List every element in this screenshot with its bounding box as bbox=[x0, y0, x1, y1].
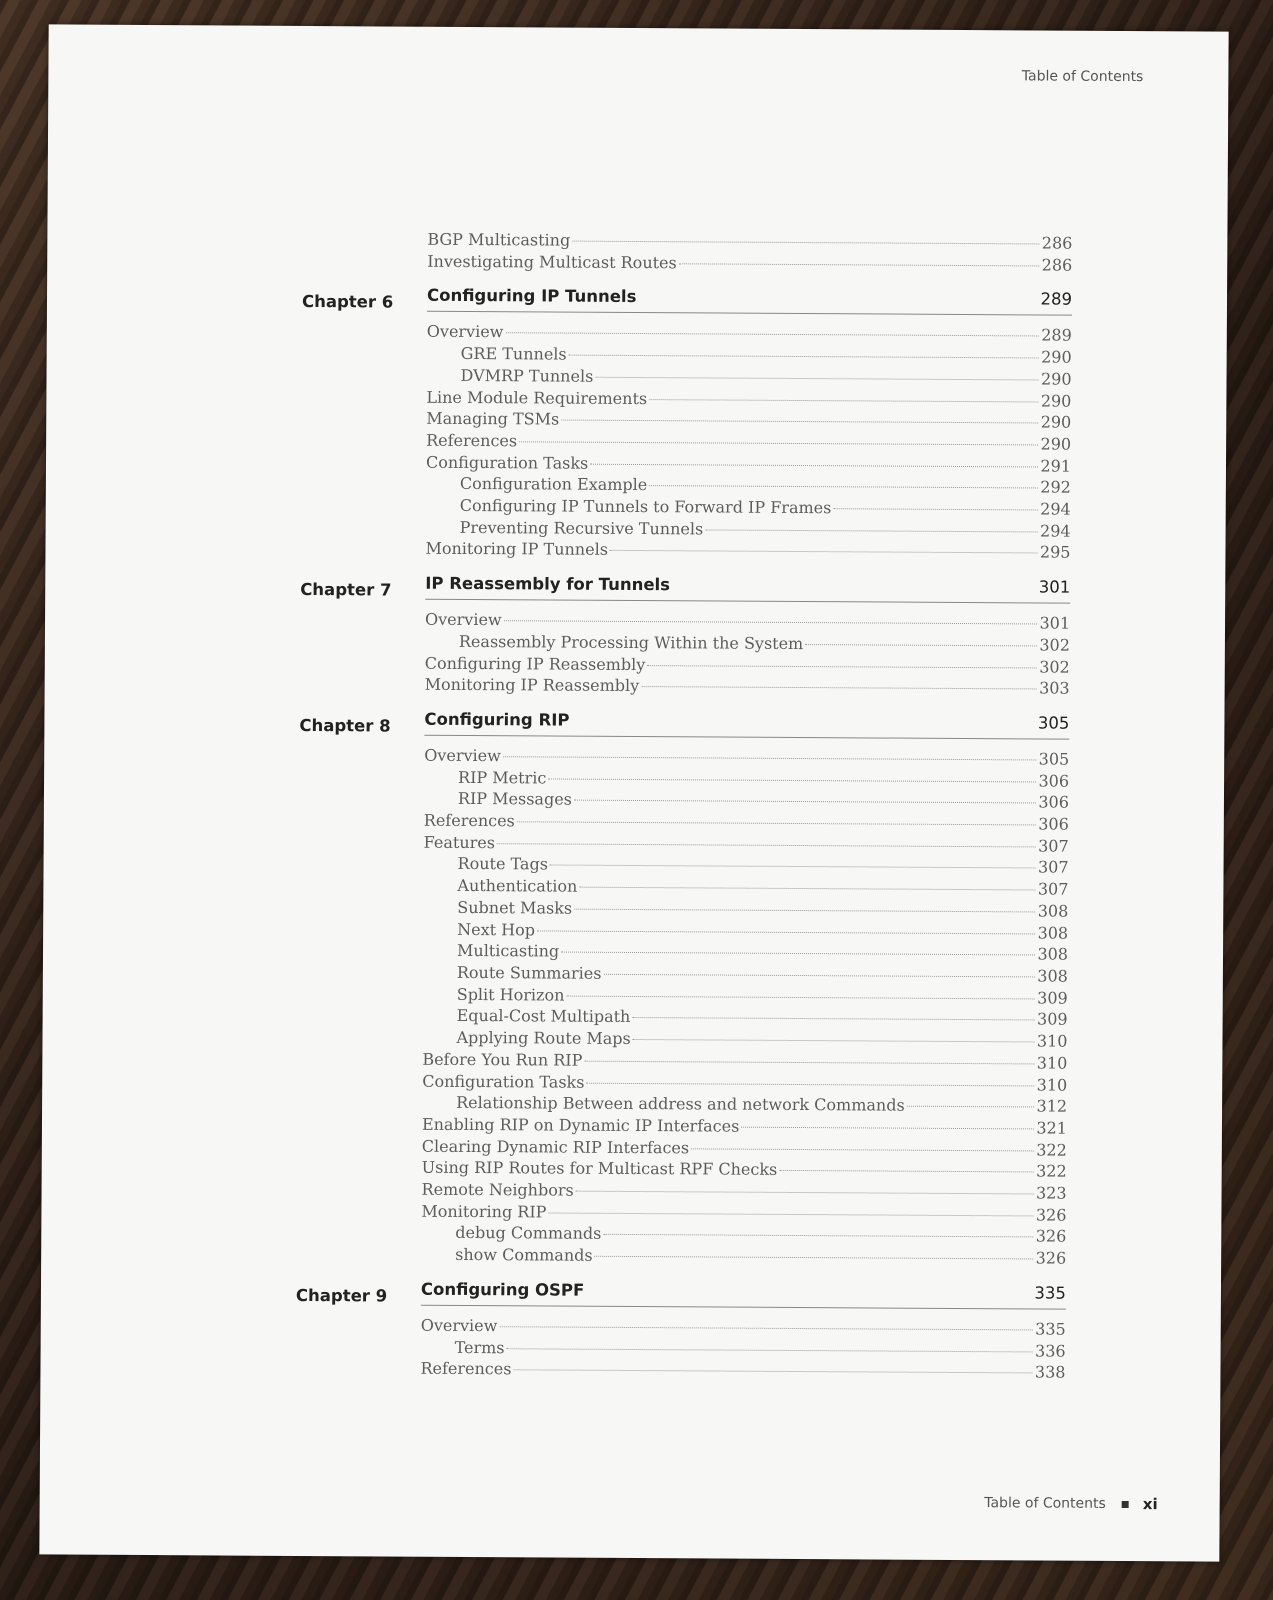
dot-leader bbox=[574, 909, 1036, 913]
toc-entry-page: 326 bbox=[1035, 1248, 1067, 1268]
dot-leader bbox=[513, 1370, 1032, 1374]
toc-entry-label: Features bbox=[423, 832, 496, 852]
toc-entry-label: Monitoring IP Tunnels bbox=[425, 539, 608, 560]
dot-leader bbox=[779, 1170, 1034, 1173]
toc-entry-page: 290 bbox=[1040, 369, 1072, 389]
toc-entry bbox=[420, 1358, 1065, 1384]
book-page bbox=[39, 24, 1228, 1561]
toc-entry-page: 306 bbox=[1038, 792, 1070, 813]
dot-leader bbox=[603, 1234, 1033, 1238]
chapter-page: 301 bbox=[1038, 577, 1071, 597]
chapter-section bbox=[300, 573, 1071, 700]
toc-entry bbox=[426, 408, 1071, 434]
dot-leader bbox=[641, 686, 1037, 689]
dot-leader bbox=[649, 485, 1038, 488]
toc-entry-label: Investigating Multicast Routes bbox=[427, 251, 677, 272]
dot-leader bbox=[507, 1348, 1034, 1352]
dot-leader bbox=[517, 821, 1036, 825]
toc-entry bbox=[425, 674, 1070, 700]
dot-leader bbox=[586, 1082, 1034, 1086]
toc-entry-page: 323 bbox=[1035, 1183, 1067, 1203]
dot-leader bbox=[633, 1039, 1035, 1042]
chapter-title: Configuring RIP bbox=[424, 709, 570, 730]
toc-entry-page: 306 bbox=[1038, 771, 1070, 791]
chapter-page: 305 bbox=[1037, 713, 1070, 733]
toc-entry-page: 322 bbox=[1036, 1140, 1067, 1160]
dot-leader bbox=[537, 930, 1036, 934]
chapter-page: 289 bbox=[1040, 289, 1073, 310]
toc-entry-page: 308 bbox=[1037, 901, 1069, 921]
toc-entry-label: Configuring IP Tunnels to Forward IP Frames bbox=[459, 495, 832, 518]
page-number: xi bbox=[1142, 1495, 1158, 1514]
dot-leader bbox=[519, 441, 1038, 445]
page-footer bbox=[984, 1494, 1158, 1513]
dot-leader bbox=[572, 241, 1040, 245]
toc-entry-label: Preventing Recursive Tunnels bbox=[459, 517, 704, 539]
dot-leader bbox=[595, 1256, 1034, 1260]
toc-entry-label: Terms bbox=[454, 1337, 505, 1357]
toc-entry-page: 301 bbox=[1039, 613, 1071, 633]
dot-leader bbox=[574, 800, 1036, 804]
dot-leader bbox=[548, 778, 1036, 782]
toc-entry-label: Managing TSMs bbox=[426, 408, 560, 429]
toc-entry-label: Remote Neighbors bbox=[421, 1179, 574, 1200]
toc-entry-label: debug Commands bbox=[455, 1223, 602, 1244]
toc-entry-page: 306 bbox=[1038, 814, 1069, 834]
toc-entry-page: 302 bbox=[1039, 657, 1070, 677]
footer-label: Table of Contents bbox=[984, 1495, 1106, 1512]
toc-entry-label: Overview bbox=[424, 745, 501, 766]
toc-entry-page: 308 bbox=[1037, 923, 1069, 943]
toc-entry-page: 289 bbox=[1041, 325, 1072, 346]
dot-leader bbox=[504, 620, 1038, 624]
toc-entry-label: Configuration Tasks bbox=[425, 452, 589, 473]
toc-entry-page: 290 bbox=[1040, 390, 1072, 411]
toc-entry-page: 312 bbox=[1036, 1096, 1068, 1116]
toc-entry-label: Configuring IP Reassembly bbox=[424, 653, 646, 674]
dot-leader bbox=[705, 529, 1038, 532]
dot-leader bbox=[569, 355, 1039, 359]
toc-entry-label: DVMRP Tunnels bbox=[460, 365, 594, 386]
toc-entry-page: 302 bbox=[1039, 635, 1070, 655]
toc-entry bbox=[425, 538, 1070, 564]
dot-leader bbox=[741, 1127, 1034, 1130]
chapter-heading bbox=[296, 1279, 1066, 1310]
toc-entry-label: BGP Multicasting bbox=[427, 229, 571, 250]
toc-entry-page: 309 bbox=[1037, 988, 1068, 1008]
toc-entry-page: 310 bbox=[1036, 1074, 1068, 1095]
chapter-number: Chapter 6 bbox=[301, 292, 394, 312]
chapter-title-rule bbox=[421, 1280, 1066, 1310]
toc-entry-label: Monitoring RIP bbox=[421, 1201, 547, 1222]
toc-entry-page: 294 bbox=[1040, 521, 1071, 541]
dot-leader bbox=[505, 333, 1039, 337]
chapter-title-rule bbox=[427, 286, 1072, 316]
dot-leader bbox=[550, 865, 1036, 869]
toc-entry-page: 307 bbox=[1037, 879, 1069, 899]
toc-entry-label: Split Horizon bbox=[456, 984, 565, 1005]
dot-leader bbox=[576, 1191, 1034, 1195]
dot-leader bbox=[595, 377, 1039, 381]
toc-entry-page: 290 bbox=[1041, 347, 1072, 367]
toc-entry-label: RIP Messages bbox=[457, 789, 572, 809]
dot-leader bbox=[679, 263, 1040, 266]
chapter-heading bbox=[300, 573, 1070, 604]
toc-entry-label: Applying Route Maps bbox=[456, 1028, 631, 1049]
lead-entries bbox=[427, 229, 1072, 276]
toc-entry-label: Subnet Masks bbox=[457, 897, 573, 918]
toc-entry-label: RIP Metric bbox=[458, 767, 547, 788]
dot-leader bbox=[566, 995, 1035, 999]
toc-entry bbox=[421, 1244, 1066, 1270]
chapter-heading bbox=[302, 285, 1072, 316]
running-header: Table of Contents bbox=[1021, 68, 1144, 86]
dot-leader bbox=[603, 974, 1035, 978]
chapter-title: IP Reassembly for Tunnels bbox=[425, 573, 671, 595]
toc-entry-label: Multicasting bbox=[456, 941, 560, 961]
toc-entry-page: 308 bbox=[1037, 966, 1068, 986]
dot-leader bbox=[590, 463, 1038, 467]
toc-entry-page: 326 bbox=[1035, 1205, 1067, 1225]
toc-entry-label: Overview bbox=[424, 609, 502, 630]
dot-leader bbox=[561, 952, 1035, 956]
dot-leader bbox=[579, 887, 1036, 891]
dot-leader bbox=[805, 644, 1037, 646]
toc-entry-label: Overview bbox=[426, 322, 504, 342]
toc-entry-label: Clearing Dynamic RIP Interfaces bbox=[421, 1136, 690, 1157]
toc-entry-page: 295 bbox=[1039, 542, 1071, 563]
dot-leader bbox=[833, 508, 1038, 510]
toc-entry-page: 338 bbox=[1034, 1362, 1066, 1382]
toc-entry-label: Enabling RIP on Dynamic IP Interfaces bbox=[421, 1114, 740, 1136]
toc-entry-label: Overview bbox=[420, 1315, 498, 1336]
dot-leader bbox=[691, 1148, 1034, 1151]
table-of-contents bbox=[295, 228, 1072, 1384]
toc-entry-label: Before You Run RIP bbox=[422, 1049, 583, 1070]
toc-entry-page: 310 bbox=[1036, 1031, 1068, 1051]
dot-leader bbox=[503, 756, 1037, 760]
toc-entry-label: Authentication bbox=[457, 876, 578, 896]
toc-entry bbox=[427, 250, 1072, 276]
dot-leader bbox=[561, 420, 1038, 424]
toc-entry-page: 321 bbox=[1036, 1118, 1068, 1138]
toc-entry-label: show Commands bbox=[455, 1245, 593, 1265]
chapter-title-rule bbox=[425, 574, 1070, 604]
toc-entry bbox=[424, 788, 1069, 814]
dot-leader bbox=[548, 1212, 1033, 1216]
toc-entry-label: References bbox=[426, 430, 518, 451]
toc-entry-page: 294 bbox=[1040, 499, 1071, 519]
toc-entry-label: Next Hop bbox=[457, 919, 536, 939]
chapter-section bbox=[296, 709, 1069, 1270]
chapter-title: Configuring OSPF bbox=[420, 1279, 585, 1300]
dot-leader bbox=[632, 1017, 1035, 1020]
chapter-number: Chapter 9 bbox=[295, 1285, 388, 1306]
toc-entry-label: References bbox=[420, 1358, 512, 1379]
toc-entry-page: 322 bbox=[1036, 1161, 1067, 1181]
dot-leader bbox=[499, 1326, 1033, 1330]
chapter-entries bbox=[420, 1315, 1065, 1384]
toc-entry-label: Monitoring IP Reassembly bbox=[424, 674, 640, 696]
toc-entry-page: 290 bbox=[1040, 434, 1072, 454]
chapter-entries bbox=[425, 321, 1071, 564]
chapter-heading bbox=[299, 709, 1069, 740]
toc-entry-page: 308 bbox=[1037, 944, 1069, 964]
toc-entry-label: References bbox=[423, 810, 515, 831]
toc-entry-page: 286 bbox=[1041, 255, 1073, 275]
square-bullet-icon bbox=[1122, 1500, 1129, 1507]
toc-entry-page: 310 bbox=[1036, 1053, 1068, 1073]
toc-entry-page: 290 bbox=[1040, 412, 1072, 432]
toc-entry-label: Configuration Tasks bbox=[422, 1071, 585, 1092]
chapter-entries bbox=[421, 745, 1069, 1270]
toc-entry-page: 309 bbox=[1037, 1009, 1068, 1030]
toc-entry-page: 305 bbox=[1038, 749, 1070, 769]
toc-entry-page: 307 bbox=[1038, 836, 1069, 856]
toc-entry-page: 326 bbox=[1035, 1226, 1067, 1247]
toc-entry-page: 307 bbox=[1037, 857, 1069, 878]
chapter-title-rule bbox=[424, 710, 1069, 740]
toc-entry-page: 303 bbox=[1039, 678, 1070, 698]
toc-entry-label: GRE Tunnels bbox=[460, 344, 567, 364]
chapter-number: Chapter 7 bbox=[300, 580, 392, 600]
toc-entry-label: Route Tags bbox=[457, 854, 549, 874]
toc-entry-page: 286 bbox=[1041, 233, 1073, 253]
toc-entry-page: 336 bbox=[1034, 1340, 1066, 1361]
dot-leader bbox=[497, 843, 1036, 847]
dot-leader bbox=[649, 399, 1039, 402]
chapter-title: Configuring IP Tunnels bbox=[426, 286, 637, 307]
chapter-entries bbox=[425, 609, 1071, 700]
toc-entry-label: Relationship Between address and network Commands bbox=[456, 1093, 905, 1115]
toc-entry-label: Using RIP Routes for Multicast RPF Checks bbox=[421, 1158, 778, 1180]
toc-entry-label: Configuration Example bbox=[459, 474, 648, 495]
chapter-section bbox=[295, 1279, 1066, 1384]
toc-entry-label: Route Summaries bbox=[456, 962, 602, 983]
dot-leader bbox=[584, 1060, 1034, 1064]
toc-entry-page: 292 bbox=[1040, 477, 1071, 497]
dot-leader bbox=[610, 550, 1038, 554]
dot-leader bbox=[647, 665, 1037, 668]
chapter-page: 335 bbox=[1034, 1283, 1067, 1303]
toc-entry-label: Equal-Cost Multipath bbox=[456, 1006, 631, 1027]
toc-entry-page: 335 bbox=[1035, 1319, 1066, 1339]
toc-entry-label: Reassembly Processing Within the System bbox=[458, 631, 804, 653]
chapter-section bbox=[300, 285, 1072, 563]
chapter-number: Chapter 8 bbox=[299, 715, 391, 736]
toc-entry-label: Line Module Requirements bbox=[426, 387, 648, 408]
dot-leader bbox=[907, 1106, 1035, 1108]
toc-entry-page: 291 bbox=[1040, 456, 1072, 476]
